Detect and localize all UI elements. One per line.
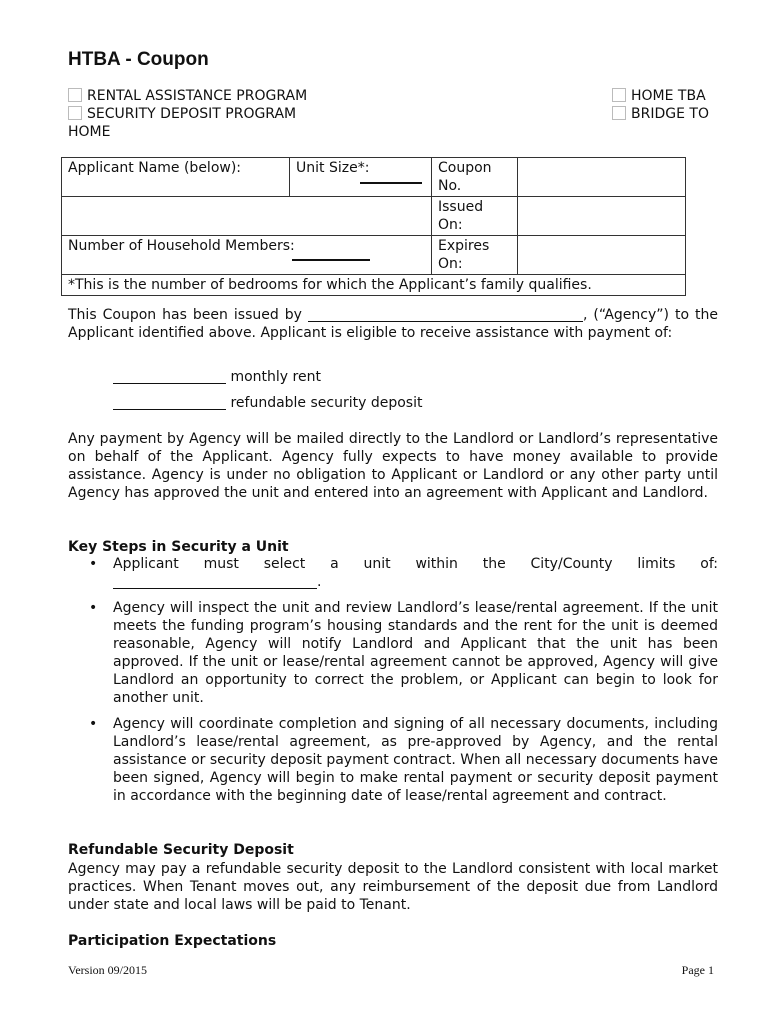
rental-assistance-label: RENTAL ASSISTANCE PROGRAM — [87, 88, 308, 104]
city-county-blank[interactable] — [113, 574, 317, 589]
rental-assistance-checkbox[interactable] — [68, 88, 82, 102]
refundable-paragraph: Agency may pay a refundable security deposit to the Landlord consistent with local market practices. When Tenant moves out, any reimbursement of the deposit due from Landlord under state and local laws will be paid to Tenant. — [68, 861, 718, 913]
payment-paragraph: Any payment by Agency will be mailed directly to the Landlord or Landlord’s representative on behalf of the Applicant. Agency fully expects to have money available to provide assistance. Agency is under no obligation to Applicant or Landlord or any other party until Agency has approved the unit and entered into an agreement with Applicant and Landlord. — [68, 431, 718, 501]
security-deposit-line — [113, 394, 422, 412]
table-row — [62, 197, 686, 236]
issued-suffix: , (“Agency”) to the Applicant identified above. Applicant is eligible to receive assistance with payment of: — [68, 307, 719, 341]
home-tba-label: HOME TBA — [631, 88, 706, 104]
issued-prefix: This Coupon has been issued by — [68, 307, 302, 323]
issued-on-label-cell — [432, 197, 518, 236]
household-underline — [292, 259, 370, 261]
home-tba-checkbox[interactable] — [612, 88, 626, 102]
issued-on-label: Issued On: — [438, 199, 484, 233]
bullet-icon: • — [89, 716, 98, 732]
security-deposit-blank[interactable] — [113, 395, 226, 410]
key-steps-heading: Key Steps in Security a Unit — [68, 539, 289, 555]
page-title: HTBA - Coupon — [68, 49, 209, 70]
bedroom-footnote: *This is the number of bedrooms for which the Applicant’s family qualifies. — [68, 277, 592, 293]
program-row-2 — [68, 105, 720, 123]
household-label: Number of Household Members: — [68, 238, 295, 254]
security-deposit-checkbox[interactable] — [68, 106, 82, 120]
bullet-icon: • — [89, 600, 98, 616]
monthly-rent-line — [113, 368, 321, 386]
list-item — [68, 599, 718, 707]
bridge-to-checkbox[interactable] — [612, 106, 626, 120]
expires-on-label-cell — [432, 236, 518, 275]
step1-end: . — [317, 574, 322, 590]
bridge-to-label: BRIDGE TO — [631, 106, 709, 122]
list-item — [68, 555, 718, 573]
unit-size-underline — [360, 182, 422, 184]
table-row — [62, 275, 686, 296]
program-row-3 — [68, 123, 720, 141]
list-item — [68, 715, 718, 805]
coupon-no-value-cell[interactable] — [518, 158, 686, 197]
step2-text: Agency will inspect the unit and review Landlord’s lease/rental agreement. If the unit meets the funding program’s housing standards and the rent for the unit is deemed reasonable, Agency will notify Landlord and Applicant that the unit has been approved. If the unit or lease/rental agreement cannot be approved, Agency will give Landlord an opportunity to correct the problem, or Applicant can begin to look for another unit. — [113, 600, 718, 706]
participation-heading: Participation Expectations — [68, 933, 277, 949]
footnote-cell — [62, 275, 686, 296]
monthly-rent-blank[interactable] — [113, 369, 226, 384]
key-steps-list — [68, 555, 718, 813]
program-selection — [68, 87, 720, 141]
list-item — [68, 573, 718, 591]
home-label: HOME — [68, 124, 111, 140]
security-deposit-label-amount: refundable security deposit — [230, 395, 423, 411]
issued-on-value-cell[interactable] — [518, 197, 686, 236]
page-number: Page 1 — [681, 963, 714, 977]
unit-size-cell[interactable] — [290, 158, 432, 197]
coupon-no-label-cell — [432, 158, 518, 197]
table-row — [62, 158, 686, 197]
agency-name-blank[interactable] — [308, 307, 583, 322]
coupon-no-label: Coupon No. — [438, 160, 492, 194]
household-cell[interactable] — [62, 236, 432, 275]
unit-size-label: Unit Size*: — [296, 160, 370, 176]
applicant-name-value-cell[interactable] — [62, 197, 432, 236]
step1-text: Applicant must select a unit within the City/County limits of: — [113, 556, 718, 572]
security-deposit-label: SECURITY DEPOSIT PROGRAM — [87, 106, 297, 122]
coupon-table — [61, 157, 686, 296]
refundable-heading: Refundable Security Deposit — [68, 842, 294, 858]
version-label: Version 09/2015 — [68, 963, 147, 977]
bullet-icon: • — [89, 556, 98, 572]
applicant-name-label: Applicant Name (below): — [68, 160, 242, 176]
program-row-1 — [68, 87, 720, 105]
expires-on-value-cell[interactable] — [518, 236, 686, 275]
step3-text: Agency will coordinate completion and signing of all necessary documents, including Landlord’s lease/rental agreement, as pre-approved by Agency, and the rental assistance or security deposit payment contract. When all necessary documents have been signed, Agency will begin to make rental payment or security deposit payment in accordance with the beginning date of lease/rental agreement and contract. — [113, 716, 718, 804]
expires-on-label: Expires On: — [438, 238, 490, 272]
table-row — [62, 236, 686, 275]
applicant-name-cell[interactable] — [62, 158, 290, 197]
issued-paragraph — [68, 306, 718, 342]
monthly-rent-label: monthly rent — [230, 369, 321, 385]
